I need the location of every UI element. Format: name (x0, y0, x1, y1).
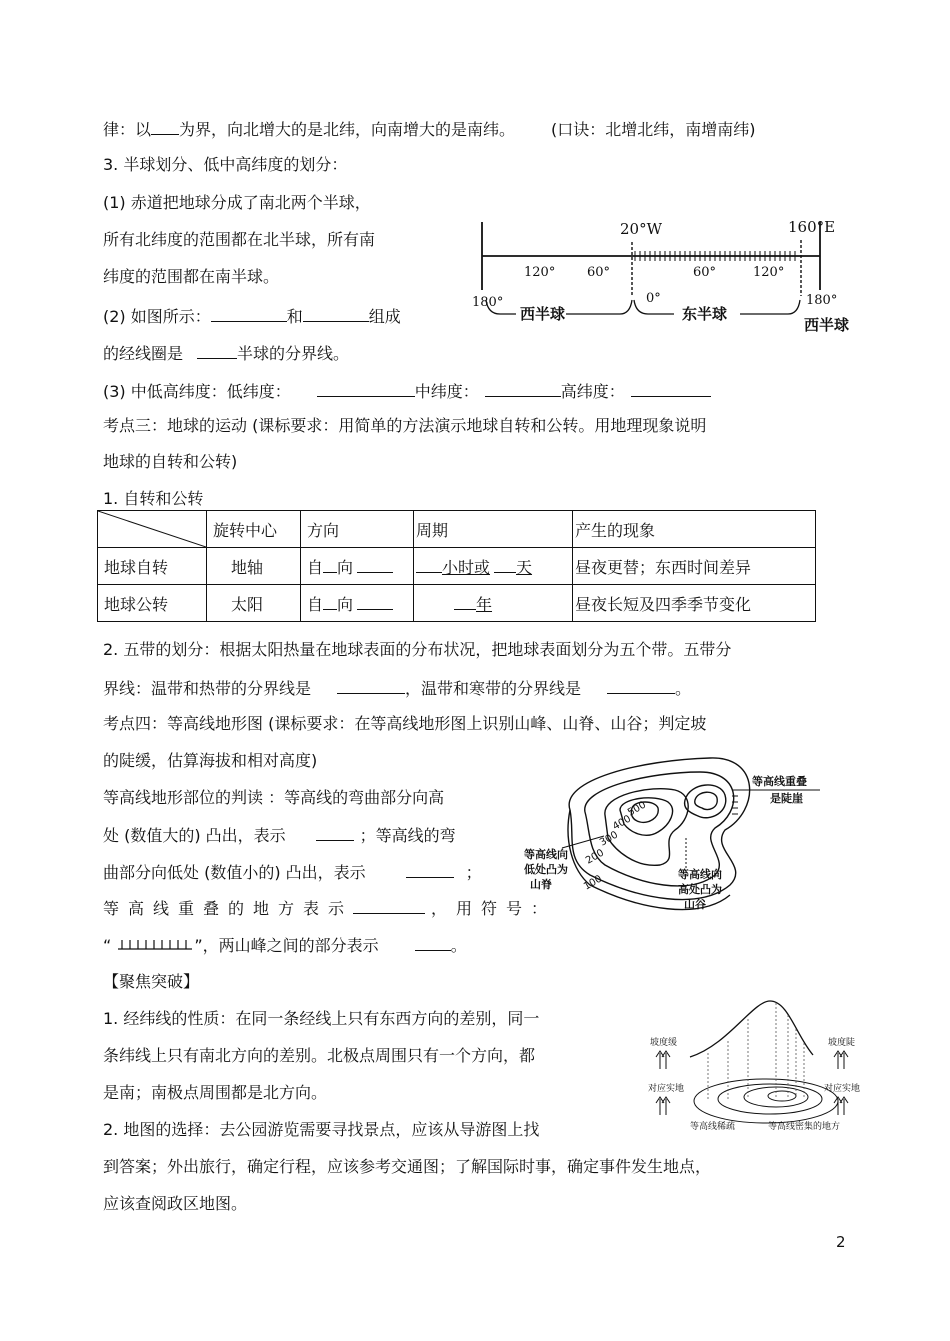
note-valley: 高处凸为 (678, 883, 722, 896)
contour-ellipses (694, 1079, 838, 1123)
table-row (98, 548, 816, 585)
section-heading: 考点三：地球的运动 (课标要求：用简单的方法演示地球自转和公转。用地理现象说明 (103, 416, 707, 435)
text: 等高线重叠的地方表示 (103, 899, 354, 918)
contour-figure (520, 750, 840, 925)
blank (151, 118, 179, 135)
text: 律：以 (103, 120, 152, 139)
contour-value: 200 (584, 847, 607, 867)
text-line (103, 897, 556, 919)
cell-text: 地轴 (231, 557, 264, 577)
slope-label: 坡度陡 (828, 1038, 856, 1048)
arrows (656, 1051, 848, 1115)
table-cell (414, 548, 573, 585)
blank (357, 556, 393, 573)
note-valley: 山谷 (684, 898, 706, 911)
blank (211, 305, 287, 322)
table-cell (301, 548, 414, 585)
table-header-cell: 旋转中心 (207, 511, 301, 548)
blank (454, 593, 476, 610)
text: 中纬度： (414, 382, 479, 401)
text: ”，两山峰之间的部分表示 (194, 936, 379, 955)
cliff-symbol-icon (116, 937, 194, 953)
table-header-row (98, 511, 816, 548)
text: 处 (数值大的) 凸出，表示 (103, 826, 286, 845)
note-cliff: 是陡崖 (770, 792, 803, 805)
scale-label: 120° (524, 265, 556, 280)
text: 曲部分向低处 (数值小的) 凸出，表示 (103, 863, 366, 882)
blank (317, 380, 415, 397)
hemisphere-figure (470, 210, 870, 335)
cell-text: 自 (307, 594, 324, 614)
text-line (103, 118, 756, 140)
blank (415, 934, 451, 951)
diagonal-header-cell (98, 511, 207, 548)
table-cell: 昼夜长短及四季季节变化 (573, 585, 816, 622)
table-cell: 昼夜更替；东西时间差异 (573, 548, 816, 585)
label-20w: 20°W (620, 220, 663, 238)
text-line: 所有北纬度的范围都在北半球，所有南 (103, 230, 376, 249)
text-line: (1) 赤道把地球分成了南北两个半球， (103, 193, 371, 212)
region-label: 西半球 (520, 305, 566, 323)
bottom-label: 0° (646, 291, 661, 306)
text: 和 (286, 307, 303, 326)
text: 为界，向北增大的是北纬，向南增大的是南纬。 (179, 120, 516, 139)
page-number: 2 (836, 1233, 846, 1251)
contour-value: 100 (582, 873, 605, 893)
table-cell: 地球公转 (98, 585, 207, 622)
blank (353, 897, 425, 914)
slope-label: 坡度缓 (650, 1038, 678, 1048)
blank (197, 342, 237, 359)
text: (2) 如图所示： (103, 307, 211, 326)
region-label: 东半球 (682, 305, 728, 323)
text: 的经线圈是 (103, 344, 184, 363)
region-label: 西半球 (804, 316, 850, 334)
blank (406, 861, 454, 878)
table-row (98, 585, 816, 622)
table-cell (414, 585, 573, 622)
text-line: 是南；南极点周围都是北方向。 (103, 1083, 328, 1102)
note-valley: 等高线向 (678, 868, 722, 881)
text-line (103, 342, 349, 364)
table-cell (207, 548, 301, 585)
scale-label: 60° (693, 265, 717, 280)
slope-figure (648, 995, 863, 1135)
cell-text: 向 (337, 594, 354, 614)
slope-label: 等高线密集的地方 (768, 1122, 841, 1132)
blank (607, 677, 675, 694)
text-line (103, 380, 711, 402)
text-line: 的陡缓，估算海拔和相对高度) (103, 751, 318, 770)
blank (416, 556, 442, 573)
scale-label: 60° (587, 265, 611, 280)
blank (316, 824, 354, 841)
text: ，用符号： (431, 899, 557, 918)
section-heading: 考点四：等高线地形图 (课标要求：在等高线地形图上识别山峰、山脊、山谷；判定坡 (103, 714, 707, 733)
text-line: 纬度的范围都在南半球。 (103, 267, 280, 286)
text: (口诀：北增北纬，南增南纬) (551, 120, 756, 139)
contour-peak-2-inner (695, 792, 717, 809)
blank (303, 305, 369, 322)
table-header-cell: 周期 (414, 511, 573, 548)
contour-value: 400 (611, 813, 634, 833)
table-header-cell: 方向 (301, 511, 414, 548)
text-line: 2. 地图的选择：去公园游览需要寻找景点，应该从导游图上找 (103, 1120, 540, 1139)
text: “ (103, 936, 112, 955)
note-ridge: 山脊 (530, 878, 552, 891)
text-line: 等高线地形部位的判读 ：等高线的弯曲部分向高 (103, 788, 445, 807)
text: (3) 中低高纬度：低纬度： (103, 382, 291, 401)
text-line: 1. 自转和公转 (103, 489, 204, 508)
cell-text: 天 (516, 557, 533, 577)
text: ； (465, 863, 482, 882)
note-cliff: 等高线重叠 (752, 775, 807, 788)
text: ，温带和寒带的分界线是 (405, 679, 582, 698)
text-line (103, 934, 467, 956)
motion-table (97, 510, 816, 622)
diagonal-line (98, 511, 206, 547)
slope-label: 对应实地 (824, 1084, 861, 1094)
contour-value: 500 (626, 799, 649, 819)
text: 组成 (368, 307, 401, 326)
text-line (103, 305, 401, 327)
scale-label: 120° (753, 265, 785, 280)
label-160e: 160°E (788, 218, 836, 236)
blank (631, 380, 711, 397)
note-ridge: 等高线向 (524, 848, 568, 861)
text: 界线：温带和热带的分界线是 (103, 679, 312, 698)
blank (323, 593, 337, 610)
blank (494, 556, 516, 573)
text-line: 条纬线上只有南北方向的差别。北极点周围只有一个方向，都 (103, 1046, 536, 1065)
table-header-cell: 产生的现象 (573, 511, 816, 548)
blank (485, 380, 561, 397)
table-cell: 地球自转 (98, 548, 207, 585)
contour-value: 300 (598, 829, 621, 849)
bottom-label: 180° (472, 295, 504, 310)
text-line: 到答案；外出旅行，确定行程，应该参考交通图；了解国际时事，确定事件发生地点， (103, 1157, 712, 1176)
blank (323, 556, 337, 573)
blank (337, 677, 405, 694)
slope-label: 对应实地 (648, 1084, 685, 1094)
table-cell (207, 585, 301, 622)
section-heading: 【聚焦突破】 (103, 972, 200, 991)
text-line: 2. 五带的划分：根据太阳热量在地球表面的分布状况，把地球表面划分为五个带。五带分 (103, 640, 732, 659)
cell-text: 太阳 (231, 594, 264, 614)
cell-text: 小时或 (442, 557, 491, 577)
text-line (103, 824, 456, 846)
text-line: 应该查阅政区地图。 (103, 1194, 248, 1213)
text-line (103, 861, 482, 883)
text-line: 地球的自转和公转) (103, 452, 238, 471)
text: 。 (450, 936, 467, 955)
slope-label: 等高线稀疏 (690, 1122, 736, 1132)
contour-peak-2 (685, 785, 726, 818)
text: ；等高线的弯 (359, 826, 456, 845)
bottom-label: 180° (806, 293, 838, 308)
note-ridge: 低处凸为 (524, 863, 568, 876)
cell-text: 向 (337, 557, 354, 577)
blank (357, 593, 393, 610)
cell-text: 自 (307, 557, 324, 577)
cell-text: 年 (476, 594, 493, 614)
text-line: 1. 经纬线的性质：在同一条经线上只有东西方向的差别，同一 (103, 1009, 540, 1028)
text: 。 (675, 679, 692, 698)
text-line (103, 677, 691, 699)
text: 半球的分界线。 (237, 344, 350, 363)
text: 高纬度： (560, 382, 625, 401)
profile-curve (690, 1001, 813, 1057)
section-heading: 3. 半球划分、低中高纬度的划分： (103, 155, 348, 174)
table-cell (301, 585, 414, 622)
